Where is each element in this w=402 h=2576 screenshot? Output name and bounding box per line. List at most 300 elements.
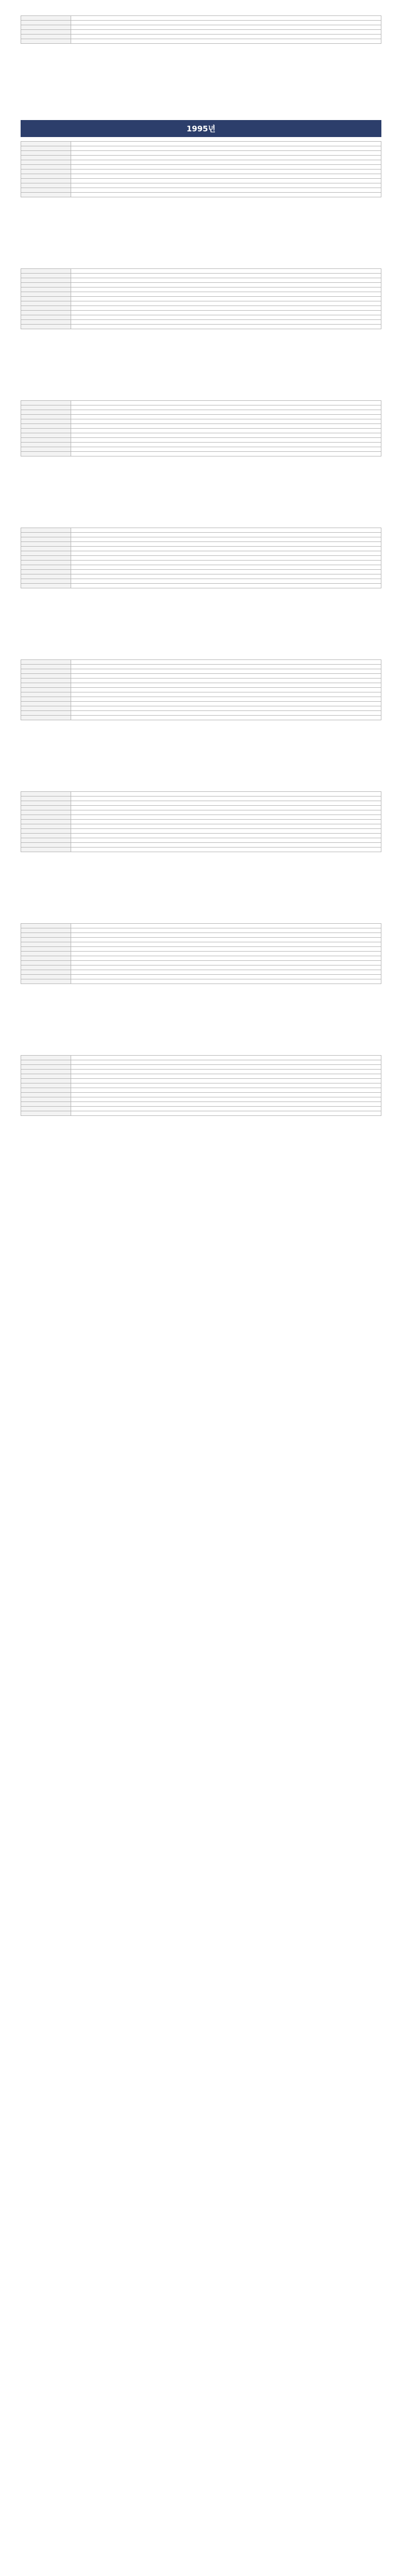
- table-row: [21, 792, 381, 796]
- table-row: [21, 447, 381, 452]
- entry-date: [21, 928, 71, 933]
- entry-text: [71, 156, 381, 160]
- entry-date: [21, 452, 71, 456]
- entry-date: [21, 796, 71, 801]
- entry-date: [21, 848, 71, 852]
- table-row: [21, 711, 381, 716]
- entry-date: [21, 556, 71, 561]
- chronology-table: [21, 528, 381, 588]
- document-page: [0, 385, 402, 512]
- table-row: [21, 410, 381, 415]
- entry-date: [21, 179, 71, 183]
- entry-text: [71, 810, 381, 815]
- entry-text: [71, 938, 381, 942]
- table-row: [21, 315, 381, 320]
- table-row: [21, 1083, 381, 1088]
- entry-text: [71, 834, 381, 838]
- entry-date: [21, 160, 71, 165]
- table-row: [21, 301, 381, 306]
- entry-text: [71, 142, 381, 146]
- entry-text: [71, 579, 381, 584]
- table-row: [21, 188, 381, 193]
- entry-text: [71, 928, 381, 933]
- page-number: [21, 51, 381, 57]
- entry-text: [71, 537, 381, 542]
- chronology-table: [21, 15, 381, 44]
- table-row: [21, 179, 381, 183]
- table-row: [21, 1060, 381, 1065]
- entry-date: [21, 287, 71, 292]
- table-row: [21, 165, 381, 170]
- entry-text: [71, 438, 381, 443]
- entry-date: [21, 1102, 71, 1107]
- table-row: [21, 438, 381, 443]
- entry-date: [21, 320, 71, 325]
- entry-text: [71, 170, 381, 174]
- entry-text: [71, 716, 381, 720]
- table-row: [21, 660, 381, 665]
- entry-text: [71, 570, 381, 574]
- page-gap: [21, 481, 381, 512]
- table-row: [21, 151, 381, 156]
- table-row: [21, 834, 381, 838]
- table-row: [21, 320, 381, 325]
- entry-text: [71, 697, 381, 702]
- entry-text: [71, 956, 381, 961]
- entry-date: [21, 429, 71, 433]
- table-row: [21, 1070, 381, 1074]
- table-row: [21, 325, 381, 329]
- table-row: [21, 924, 381, 928]
- entry-date: [21, 570, 71, 574]
- entry-date: [21, 306, 71, 311]
- document-page: [0, 253, 402, 385]
- table-row: [21, 528, 381, 533]
- entry-text: [71, 824, 381, 829]
- entry-date: [21, 947, 71, 952]
- page-gap: [21, 1141, 381, 1172]
- page-number: [21, 336, 381, 343]
- table-row: [21, 283, 381, 287]
- chronology-table: [21, 791, 381, 852]
- entry-text: [71, 297, 381, 301]
- entry-text: [71, 829, 381, 834]
- table-row: [21, 1088, 381, 1093]
- entry-date: [21, 39, 71, 44]
- entry-text: [71, 306, 381, 311]
- document-page: [0, 776, 402, 908]
- table-row: [21, 297, 381, 301]
- entry-text: [71, 274, 381, 278]
- entry-text: [71, 665, 381, 669]
- table-row: [21, 706, 381, 711]
- chronology-table: [21, 141, 381, 197]
- entry-text: [71, 447, 381, 452]
- entry-date: [21, 35, 71, 39]
- entry-date: [21, 815, 71, 820]
- table-row: [21, 419, 381, 424]
- entry-text: [71, 1056, 381, 1060]
- page-gap: [21, 613, 381, 644]
- table-row: [21, 415, 381, 419]
- table-row: [21, 688, 381, 692]
- entry-date: [21, 565, 71, 570]
- table-row: [21, 938, 381, 942]
- document-page: [0, 1040, 402, 1172]
- table-row: [21, 956, 381, 961]
- table-row: [21, 424, 381, 429]
- entry-text: [71, 429, 381, 433]
- entry-date: [21, 183, 71, 188]
- table-row: [21, 965, 381, 970]
- table-row: [21, 970, 381, 975]
- entry-text: [71, 424, 381, 429]
- table-row: [21, 815, 381, 820]
- entry-date: [21, 561, 71, 565]
- entry-text: [71, 405, 381, 410]
- entry-date: [21, 528, 71, 533]
- entry-date: [21, 579, 71, 584]
- page-gap: [21, 222, 381, 253]
- entry-text: [71, 565, 381, 570]
- entry-text: [71, 1079, 381, 1083]
- table-row: [21, 278, 381, 283]
- page-number: [21, 464, 381, 470]
- chronology-table: [21, 659, 381, 720]
- entry-date: [21, 325, 71, 329]
- table-row: [21, 306, 381, 311]
- entry-text: [71, 924, 381, 928]
- entry-text: [71, 542, 381, 547]
- entry-text: [71, 1088, 381, 1093]
- entry-date: [21, 975, 71, 979]
- entry-text: [71, 533, 381, 537]
- table-row: [21, 810, 381, 815]
- entry-text: [71, 979, 381, 984]
- table-row: [21, 443, 381, 447]
- entry-date: [21, 660, 71, 665]
- entry-text: [71, 561, 381, 565]
- entry-date: [21, 170, 71, 174]
- table-row: [21, 947, 381, 952]
- table-row: [21, 679, 381, 683]
- entry-text: [71, 193, 381, 197]
- entry-text: [71, 401, 381, 405]
- entry-text: [71, 820, 381, 824]
- entry-text: [71, 269, 381, 274]
- entry-text: [71, 961, 381, 965]
- entry-date: [21, 711, 71, 716]
- entry-text: [71, 683, 381, 688]
- entry-text: [71, 1107, 381, 1111]
- entry-date: [21, 278, 71, 283]
- entry-date: [21, 674, 71, 679]
- entry-text: [71, 21, 381, 25]
- table-row: [21, 820, 381, 824]
- entry-text: [71, 443, 381, 447]
- entry-text: [71, 806, 381, 810]
- entry-date: [21, 165, 71, 170]
- entry-date: [21, 443, 71, 447]
- table-row: [21, 838, 381, 843]
- entry-text: [71, 287, 381, 292]
- table-row: [21, 170, 381, 174]
- entry-date: [21, 193, 71, 197]
- entry-text: [71, 975, 381, 979]
- table-row: [21, 674, 381, 679]
- entry-text: [71, 584, 381, 588]
- entry-date: [21, 1083, 71, 1088]
- entry-text: [71, 1102, 381, 1107]
- page-number: [21, 859, 381, 866]
- table-row: [21, 21, 381, 25]
- table-row: [21, 1065, 381, 1070]
- entry-date: [21, 297, 71, 301]
- entry-date: [21, 843, 71, 848]
- entry-text: [71, 146, 381, 151]
- entry-text: [71, 815, 381, 820]
- table-row: [21, 1074, 381, 1079]
- table-row: [21, 1111, 381, 1116]
- entry-text: [71, 301, 381, 306]
- entry-date: [21, 547, 71, 551]
- chronology-table: [21, 1055, 381, 1116]
- entry-text: [71, 325, 381, 329]
- entry-date: [21, 1056, 71, 1060]
- entry-date: [21, 274, 71, 278]
- table-row: [21, 570, 381, 574]
- table-row: [21, 584, 381, 588]
- entry-date: [21, 669, 71, 674]
- table-row: [21, 160, 381, 165]
- entry-text: [71, 25, 381, 30]
- table-row: [21, 975, 381, 979]
- entry-text: [71, 692, 381, 697]
- entry-date: [21, 447, 71, 452]
- entry-text: [71, 151, 381, 156]
- entry-date: [21, 419, 71, 424]
- entry-text: [71, 320, 381, 325]
- entry-text: [71, 315, 381, 320]
- entry-date: [21, 834, 71, 838]
- table-row: [21, 174, 381, 179]
- table-row: [21, 801, 381, 806]
- entry-text: [71, 933, 381, 938]
- entry-date: [21, 584, 71, 588]
- page-number: [21, 991, 381, 997]
- entry-text: [71, 1074, 381, 1079]
- entry-text: [71, 410, 381, 415]
- entry-text: [71, 952, 381, 956]
- table-row: [21, 35, 381, 39]
- table-row: [21, 1056, 381, 1060]
- table-row: [21, 401, 381, 405]
- entry-date: [21, 1079, 71, 1083]
- table-row: [21, 311, 381, 315]
- table-row: [21, 697, 381, 702]
- entry-text: [71, 188, 381, 193]
- table-row: [21, 269, 381, 274]
- entry-date: [21, 702, 71, 706]
- entry-date: [21, 806, 71, 810]
- entry-date: [21, 533, 71, 537]
- entry-date: [21, 1060, 71, 1065]
- table-row: [21, 806, 381, 810]
- entry-date: [21, 792, 71, 796]
- entry-date: [21, 838, 71, 843]
- table-row: [21, 1102, 381, 1107]
- entry-date: [21, 665, 71, 669]
- table-row: [21, 429, 381, 433]
- table-row: [21, 829, 381, 834]
- entry-date: [21, 820, 71, 824]
- table-row: [21, 928, 381, 933]
- entry-text: [71, 796, 381, 801]
- table-row: [21, 979, 381, 984]
- table-row: [21, 565, 381, 570]
- page-gap: [21, 1009, 381, 1040]
- entry-text: [71, 942, 381, 947]
- entry-date: [21, 174, 71, 179]
- table-row: [21, 452, 381, 456]
- entry-text: [71, 674, 381, 679]
- table-row: [21, 1097, 381, 1102]
- entry-text: [71, 39, 381, 44]
- entry-date: [21, 938, 71, 942]
- entry-date: [21, 979, 71, 984]
- entry-date: [21, 574, 71, 579]
- entry-text: [71, 688, 381, 692]
- entry-date: [21, 311, 71, 315]
- entry-text: [71, 452, 381, 456]
- table-row: [21, 796, 381, 801]
- table-row: [21, 683, 381, 688]
- entry-text: [71, 965, 381, 970]
- entry-date: [21, 269, 71, 274]
- entry-date: [21, 292, 71, 297]
- entry-date: [21, 410, 71, 415]
- page-number: [21, 205, 381, 211]
- entry-text: [71, 1083, 381, 1088]
- table-row: [21, 25, 381, 30]
- table-row: [21, 533, 381, 537]
- document-page: [0, 99, 402, 253]
- table-row: [21, 405, 381, 410]
- chronology-table: [21, 400, 381, 456]
- entry-date: [21, 433, 71, 438]
- page-gap: [21, 69, 381, 99]
- table-row: [21, 961, 381, 965]
- entry-text: [71, 16, 381, 21]
- entry-text: [71, 947, 381, 952]
- entry-date: [21, 956, 71, 961]
- entry-date: [21, 315, 71, 320]
- entry-date: [21, 692, 71, 697]
- entry-date: [21, 551, 71, 556]
- entry-date: [21, 16, 71, 21]
- entry-date: [21, 810, 71, 815]
- table-row: [21, 716, 381, 720]
- entry-text: [71, 160, 381, 165]
- entry-text: [71, 574, 381, 579]
- page-number: [21, 1123, 381, 1129]
- entry-date: [21, 1074, 71, 1079]
- entry-text: [71, 679, 381, 683]
- entry-text: [71, 30, 381, 35]
- entry-text: [71, 801, 381, 806]
- entry-text: [71, 35, 381, 39]
- table-row: [21, 292, 381, 297]
- entry-date: [21, 401, 71, 405]
- entry-date: [21, 415, 71, 419]
- entry-date: [21, 424, 71, 429]
- entry-text: [71, 292, 381, 297]
- entry-date: [21, 824, 71, 829]
- chronology-table: [21, 268, 381, 329]
- entry-text: [71, 843, 381, 848]
- entry-date: [21, 438, 71, 443]
- entry-date: [21, 1107, 71, 1111]
- table-row: [21, 848, 381, 852]
- entry-text: [71, 706, 381, 711]
- table-row: [21, 274, 381, 278]
- entry-text: [71, 711, 381, 716]
- entry-text: [71, 1070, 381, 1074]
- entry-date: [21, 706, 71, 711]
- entry-text: [71, 1065, 381, 1070]
- entry-text: [71, 183, 381, 188]
- entry-date: [21, 30, 71, 35]
- page-gap: [21, 354, 381, 385]
- table-row: [21, 574, 381, 579]
- entry-date: [21, 142, 71, 146]
- entry-date: [21, 283, 71, 287]
- entry-date: [21, 924, 71, 928]
- table-row: [21, 16, 381, 21]
- entry-text: [71, 556, 381, 561]
- table-row: [21, 547, 381, 551]
- entry-text: [71, 278, 381, 283]
- entry-text: [71, 1111, 381, 1116]
- page-gap: [21, 745, 381, 776]
- table-row: [21, 933, 381, 938]
- entry-date: [21, 1111, 71, 1116]
- entry-text: [71, 1093, 381, 1097]
- document-page: [0, 644, 402, 776]
- table-row: [21, 287, 381, 292]
- table-row: [21, 1093, 381, 1097]
- table-row: [21, 1079, 381, 1083]
- entry-date: [21, 542, 71, 547]
- section-title: 1995년: [21, 120, 381, 137]
- entry-text: [71, 165, 381, 170]
- table-row: [21, 433, 381, 438]
- entry-date: [21, 801, 71, 806]
- entry-date: [21, 829, 71, 834]
- entry-text: [71, 311, 381, 315]
- table-row: [21, 952, 381, 956]
- table-row: [21, 561, 381, 565]
- table-row: [21, 942, 381, 947]
- entry-text: [71, 1060, 381, 1065]
- entry-text: [71, 433, 381, 438]
- table-row: [21, 579, 381, 584]
- entry-text: [71, 419, 381, 424]
- entry-date: [21, 537, 71, 542]
- entry-text: [71, 669, 381, 674]
- entry-date: [21, 1065, 71, 1070]
- entry-date: [21, 942, 71, 947]
